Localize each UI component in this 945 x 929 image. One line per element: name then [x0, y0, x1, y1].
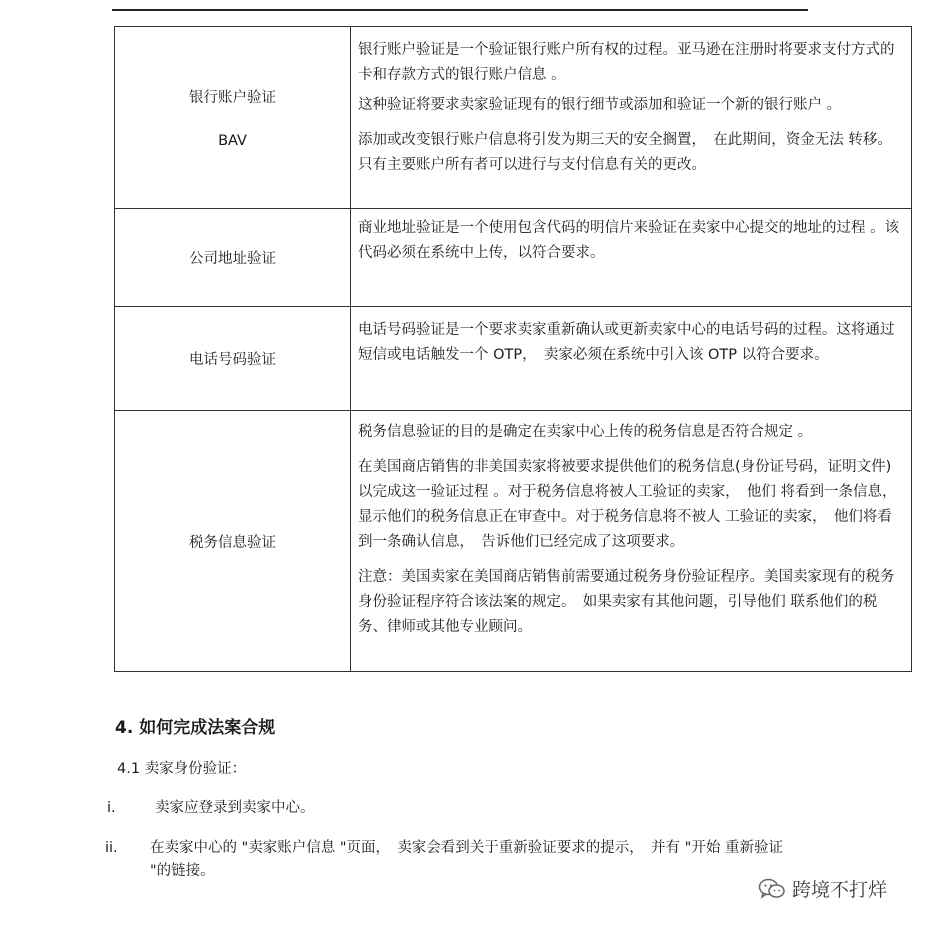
- subsection-heading: 4.1 卖家身份验证：: [117, 761, 247, 777]
- watermark-text: 跨境不打烊: [792, 879, 888, 901]
- list-text: 卖家应登录到卖家中心。: [155, 800, 315, 816]
- label-cell: [115, 209, 351, 306]
- section-heading: 4. 如何完成法案合规: [115, 718, 276, 738]
- description-paragraph: 商业地址验证是一个使用包含代码的明信片来验证在卖家中心提交的地址的过程 。该代码必须在系统中上传，以符合要求。: [358, 220, 900, 261]
- description-cell: [351, 411, 911, 671]
- description-paragraph: 税务信息验证的目的是确定在卖家中心上传的税务信息是否符合规定 。: [358, 424, 813, 440]
- top-rule: [112, 9, 808, 11]
- wechat-icon: [758, 877, 786, 901]
- description-cell: [351, 27, 911, 208]
- row-label: 电话号码验证: [189, 352, 276, 368]
- description-cell: [351, 209, 911, 306]
- description-paragraph: 在美国商店销售的非美国卖家将被要求提供他们的税务信息(身份证号码，证明文件)以完成这一验证过程 。对于税务信息将被人工验证的卖家， 他们 将看到一条信息，显示他们的税务信息正在审查中。对于税务信息将不被人 工验证的卖家， 他们将看到一条确认信息， 告诉他们已经完成了这项要求。: [358, 459, 897, 550]
- label-cell: [115, 27, 351, 208]
- list-number: ii.: [105, 840, 118, 856]
- description-paragraph: 这种验证将要求卖家验证现有的银行细节或添加和验证一个新的银行账户 。: [358, 97, 842, 113]
- row-label: 税务信息验证: [189, 534, 276, 551]
- label-cell: [115, 307, 351, 410]
- list-item: [105, 837, 790, 883]
- verification-table: [114, 26, 912, 672]
- watermark: [758, 875, 887, 902]
- description-cell: [351, 307, 911, 410]
- description-paragraph: 注意：美国卖家在美国商店销售前需要通过税务身份验证程序。美国卖家现有的税务身份验证程序符合该法案的规定。 如果卖家有其他问题，引导他们 联系他们的税务、律师或其他专业顾问。: [358, 569, 895, 635]
- list-text: 在卖家中心的 "卖家账户信息 "页面， 卖家会看到关于重新验证要求的提示， 并有 "开始 重新验证 "的链接。: [150, 840, 783, 879]
- row-label: 银行账户验证: [189, 90, 276, 106]
- list-number: i.: [107, 800, 116, 816]
- list-item: [107, 796, 315, 817]
- description-paragraph: 银行账户验证是一个验证银行账户所有权的过程。亚马逊在注册时将要求支付方式的卡和存款方式的银行账户信息 。: [358, 42, 895, 83]
- table-row-address: [115, 208, 911, 306]
- table-row-tax: [115, 410, 911, 671]
- table-row-bank: [115, 27, 911, 208]
- description-paragraph: 添加或改变银行账户信息将引发为期三天的安全搁置， 在此期间，资金无法 转移。只有主要账户所有者可以进行与支付信息有关的更改。: [358, 132, 892, 173]
- label-cell: [115, 411, 351, 671]
- row-label: 公司地址验证: [189, 251, 276, 267]
- row-sublabel: BAV: [218, 133, 247, 149]
- description-paragraph: 电话号码验证是一个要求卖家重新确认或更新卖家中心的电话号码的过程。这将通过短信或电话触发一个 OTP， 卖家必须在系统中引入该 OTP 以符合要求。: [358, 322, 895, 363]
- table-row-phone: [115, 306, 911, 410]
